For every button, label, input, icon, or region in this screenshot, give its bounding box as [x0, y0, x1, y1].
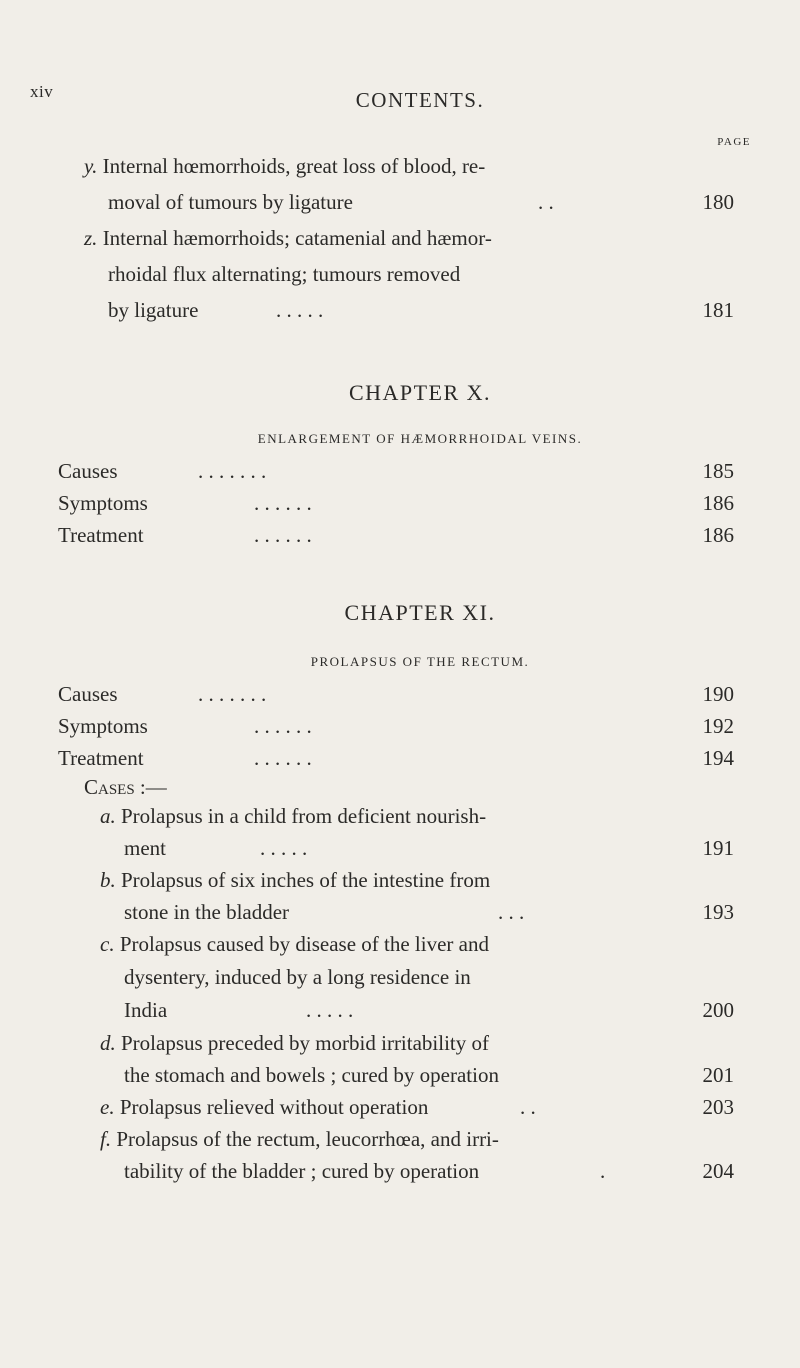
entry-label: Causes [58, 459, 118, 483]
leader-dots: . . . . . . [254, 491, 312, 515]
leader-dots: . . . . . . . [198, 682, 267, 706]
page-number: 181 [702, 298, 734, 322]
entry-label: Causes [58, 682, 118, 706]
cases-heading: Cases :— [84, 775, 167, 799]
case-text: Prolapsus of six inches of the intestine from [121, 868, 491, 892]
entry-text: Internal hœmorrhoids, great loss of blood, re- [102, 154, 486, 178]
entry-text: by ligature [108, 298, 199, 322]
case-text: stone in the bladder [124, 900, 290, 924]
page-number: 192 [702, 714, 734, 738]
page-number: 190 [702, 682, 734, 706]
case-d [100, 1027, 734, 1091]
entry-text: Internal hæmorrhoids; catamenial and hæmor- [102, 226, 492, 250]
case-letter: b. [100, 868, 116, 892]
running-title: CONTENTS. [355, 88, 485, 112]
page-number: 204 [702, 1159, 734, 1183]
chapter-10-title: CHAPTER X. [348, 380, 492, 405]
leader-dots: . . . . . [306, 998, 354, 1022]
case-text: Prolapsus of the rectum, leucorrhœa, and irri- [116, 1127, 499, 1151]
case-text: Prolapsus in a child from deficient nourish- [121, 804, 487, 828]
toc-entry-y [84, 148, 734, 220]
case-letter: e. [100, 1095, 115, 1119]
page-number: 186 [702, 491, 734, 515]
page-number: 185 [702, 459, 734, 483]
leader-dots: . . . [498, 900, 525, 924]
entry-label: Symptoms [58, 714, 148, 738]
leader-dots: . . . . . . [254, 714, 312, 738]
leader-dots: . . . . . . [254, 523, 312, 547]
page-number: 186 [702, 523, 734, 547]
chapter-11-entries [58, 678, 734, 774]
page-number: 203 [702, 1095, 734, 1119]
toc-entry-z [84, 220, 734, 328]
entry-label: Treatment [58, 746, 144, 770]
leader-dots: . . . . . [260, 836, 308, 860]
case-a [100, 800, 734, 864]
case-e [100, 1091, 734, 1123]
case-text: Prolapsus preceded by morbid irritability of [121, 1031, 490, 1055]
page-number: 194 [702, 746, 734, 770]
entry-label: Treatment [58, 523, 144, 547]
page-number: 200 [702, 998, 734, 1022]
entry-letter: z. [84, 226, 98, 250]
page-number: 201 [702, 1063, 734, 1087]
case-text: the stomach and bowels ; cured by operation [124, 1063, 499, 1087]
case-c [100, 928, 734, 1027]
case-letter: d. [100, 1031, 116, 1055]
case-letter: a. [100, 804, 116, 828]
entry-label: Symptoms [58, 491, 148, 515]
page-number: 191 [702, 836, 734, 860]
leader-dots: . . [538, 190, 554, 214]
case-text: India [124, 998, 168, 1022]
case-text: dysentery, induced by a long residence in [124, 965, 471, 989]
leader-dots: . . [520, 1095, 536, 1119]
entry-text: moval of tumours by ligature [108, 190, 353, 214]
leader-dots: . . . . . . . [198, 459, 267, 483]
case-f [100, 1123, 734, 1187]
entry-text: rhoidal flux alternating; tumours removed [108, 262, 461, 286]
case-text: ment [124, 836, 166, 860]
chapter-11-title: CHAPTER XI. [344, 600, 496, 625]
case-text: Prolapsus caused by disease of the liver and [119, 932, 489, 956]
case-letter: c. [100, 932, 115, 956]
chapter-11-subtitle: PROLAPSUS OF THE RECTUM. [310, 654, 530, 669]
chapter-10-subtitle: ENLARGEMENT OF HÆMORRHOIDAL VEINS. [257, 431, 583, 446]
leader-dots: . . . . . . [254, 746, 312, 770]
case-letter: f. [100, 1127, 112, 1151]
leader-dots: . . . . . [276, 298, 324, 322]
leader-dots: . [600, 1159, 606, 1183]
case-text: tability of the bladder ; cured by operation [124, 1159, 480, 1183]
entry-letter: y. [84, 154, 98, 178]
chapter-10-entries [58, 455, 734, 551]
case-b [100, 864, 734, 928]
page-folio: xiv [30, 82, 54, 101]
page-number: 193 [702, 900, 734, 924]
page-column-label: PAGE [717, 136, 751, 148]
page-number: 180 [702, 190, 734, 214]
case-text: Prolapsus relieved without operation [119, 1095, 429, 1119]
